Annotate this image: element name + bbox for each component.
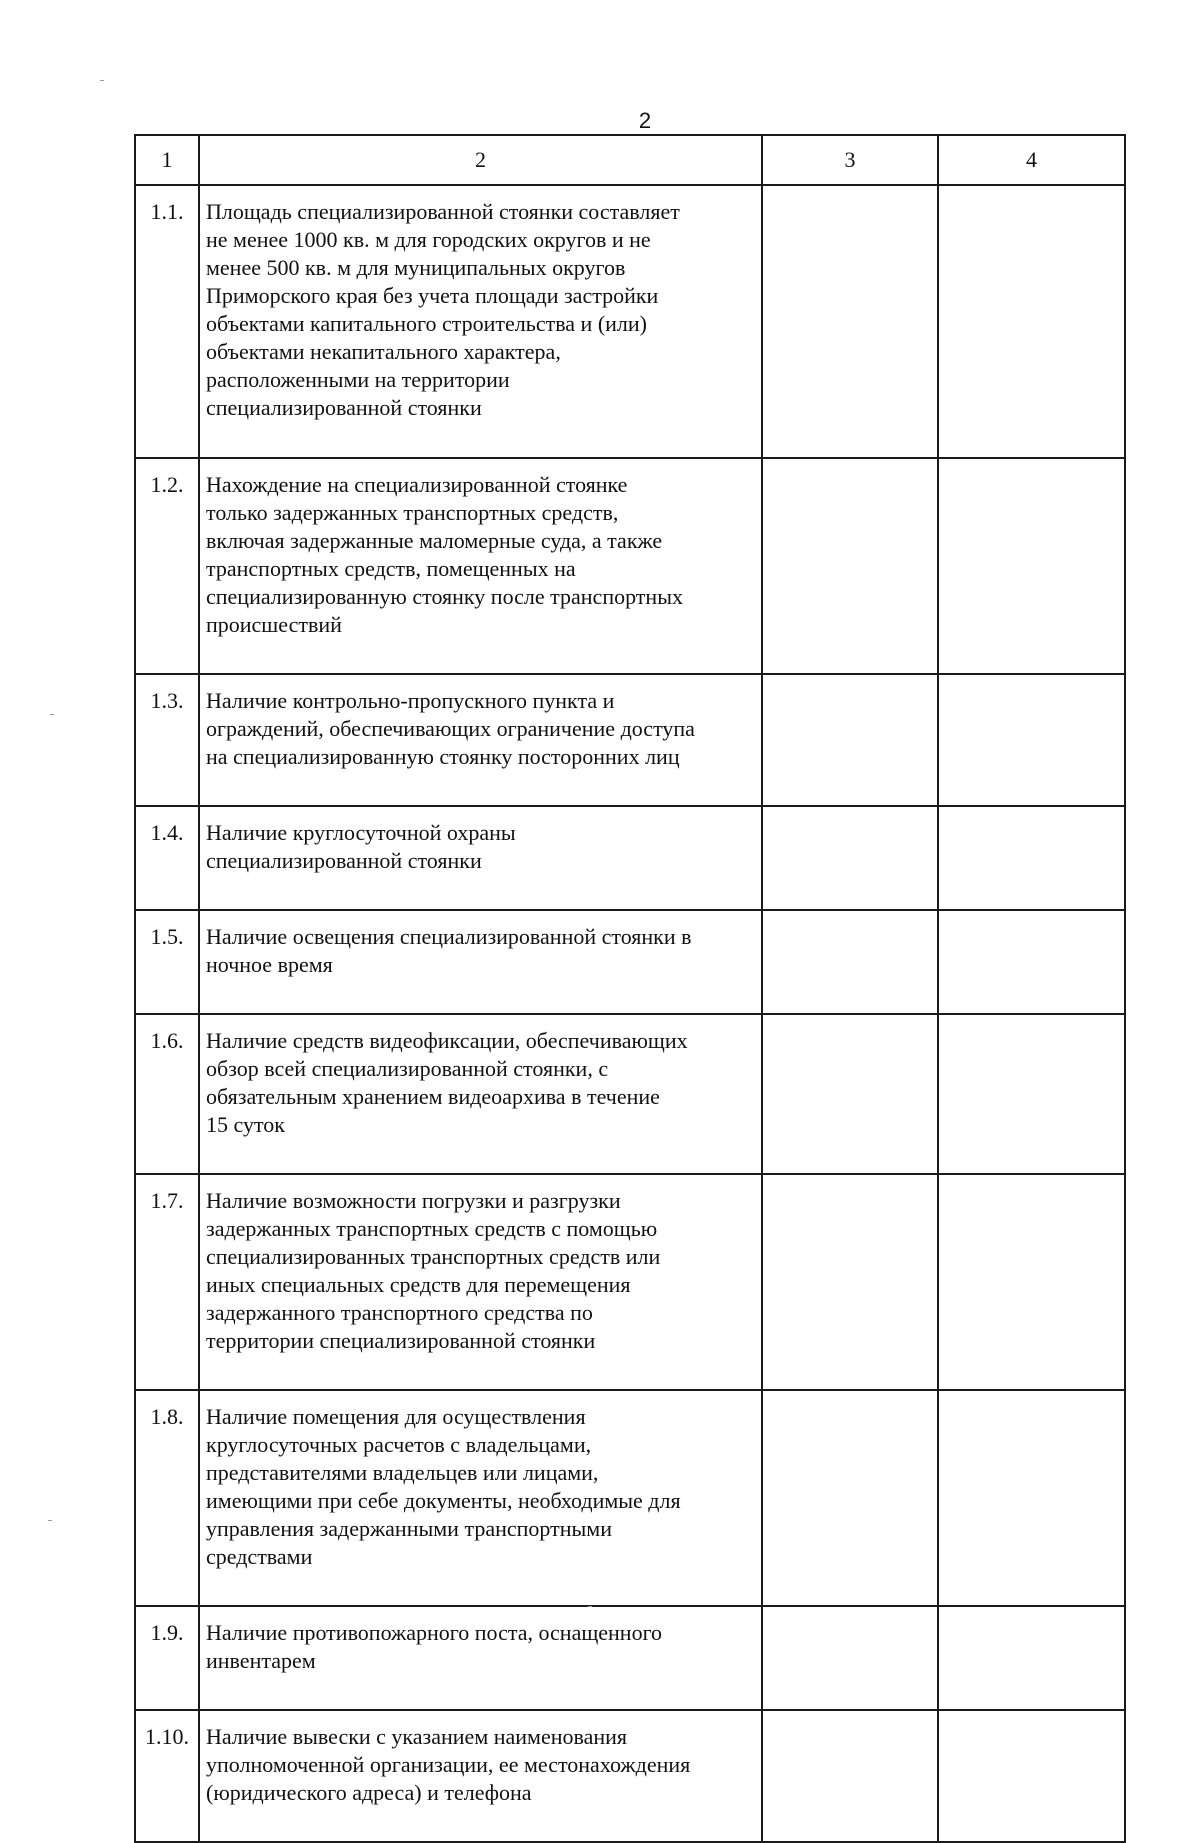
table-row [135, 1390, 1125, 1606]
text-line: иных специальных средств для перемещения [206, 1272, 631, 1297]
requirement-text [199, 1606, 762, 1710]
table-row [135, 1014, 1125, 1174]
column-4-cell [938, 1014, 1125, 1174]
table-row [135, 674, 1125, 806]
text-line: Приморского края без учета площади застройки [206, 283, 659, 308]
column-3-cell [762, 910, 938, 1014]
text-line: круглосуточных расчетов с владельцами, [206, 1432, 592, 1457]
table-header-row [135, 135, 1125, 185]
text-line: (юридического адреса) и телефона [206, 1780, 532, 1805]
requirement-text [199, 1710, 762, 1842]
text-line: уполномоченной организации, ее местонахождения [206, 1752, 691, 1777]
text-line: ночное время [206, 952, 333, 977]
column-3-cell [762, 1174, 938, 1390]
requirement-text [199, 1174, 762, 1390]
column-3-cell [762, 806, 938, 910]
text-line: обязательным хранением видеоархива в течение [206, 1084, 660, 1109]
text-line: Наличие противопожарного поста, оснащенного [206, 1620, 663, 1645]
text-line: Наличие средств видеофиксации, обеспечивающих [206, 1028, 688, 1053]
requirement-text [199, 674, 762, 806]
column-4-cell [938, 806, 1125, 910]
text-line: происшествий [206, 612, 342, 637]
text-line: специализированной стоянки [206, 395, 482, 420]
text-line: задержанного транспортного средства по [206, 1300, 593, 1325]
column-4-cell [938, 674, 1125, 806]
row-number: 1.1. [135, 185, 199, 458]
table-row [135, 185, 1125, 458]
scan-speck [50, 714, 54, 715]
row-number: 1.8. [135, 1390, 199, 1606]
text-line: специализированную стоянку после транспортных [206, 584, 683, 609]
text-line: средствами [206, 1544, 313, 1569]
page-number: 2 [638, 108, 652, 133]
column-3-cell [762, 185, 938, 458]
text-line: имеющими при себе документы, необходимые для [206, 1488, 681, 1513]
requirements-table [134, 134, 1126, 1843]
requirement-text [199, 806, 762, 910]
scan-speck [48, 1520, 52, 1521]
column-3-cell [762, 1606, 938, 1710]
column-3-cell [762, 674, 938, 806]
text-line: только задержанных транспортных средств, [206, 500, 619, 525]
text-line: объектами капитального строительства и (или) [206, 311, 648, 336]
text-line: Наличие возможности погрузки и разгрузки [206, 1188, 621, 1213]
requirement-text [199, 458, 762, 674]
column-4-cell [938, 1390, 1125, 1606]
table-row [135, 1174, 1125, 1390]
column-3-cell [762, 458, 938, 674]
scan-speck [588, 1606, 592, 1607]
table-row [135, 910, 1125, 1014]
column-4-cell [938, 1174, 1125, 1390]
text-line: расположенными на территории [206, 367, 510, 392]
column-4-cell [938, 185, 1125, 458]
header-cell-4: 4 [938, 135, 1125, 185]
row-number: 1.4. [135, 806, 199, 910]
column-3-cell [762, 1014, 938, 1174]
header-cell-2: 2 [199, 135, 762, 185]
text-line: Наличие вывески с указанием наименования [206, 1724, 628, 1749]
table-row [135, 1710, 1125, 1842]
header-cell-1: 1 [135, 135, 199, 185]
text-line: на специализированную стоянку посторонних лиц [206, 744, 680, 769]
text-line: ограждений, обеспечивающих ограничение доступа [206, 716, 695, 741]
text-line: Наличие освещения специализированной стоянки в [206, 924, 692, 949]
row-number: 1.6. [135, 1014, 199, 1174]
table-row [135, 1606, 1125, 1710]
requirement-text [199, 910, 762, 1014]
scan-speck [100, 80, 104, 81]
text-line: Наличие круглосуточной охраны [206, 820, 516, 845]
column-3-cell [762, 1390, 938, 1606]
text-line: представителями владельцев или лицами, [206, 1460, 599, 1485]
header-cell-3: 3 [762, 135, 938, 185]
row-number: 1.3. [135, 674, 199, 806]
table-row [135, 806, 1125, 910]
column-4-cell [938, 1710, 1125, 1842]
text-line: менее 500 кв. м для муниципальных округов [206, 255, 626, 280]
text-line: не менее 1000 кв. м для городских округов и не [206, 227, 651, 252]
text-line: управления задержанными транспортными [206, 1516, 612, 1541]
text-line: задержанных транспортных средств с помощью [206, 1216, 658, 1241]
row-number: 1.9. [135, 1606, 199, 1710]
text-line: Нахождение на специализированной стоянке [206, 472, 628, 497]
row-number: 1.7. [135, 1174, 199, 1390]
text-line: транспортных средств, помещенных на [206, 556, 576, 581]
text-line: специализированных транспортных средств или [206, 1244, 661, 1269]
row-number: 1.2. [135, 458, 199, 674]
text-line: 15 суток [206, 1112, 285, 1137]
row-number: 1.5. [135, 910, 199, 1014]
row-number: 1.10. [135, 1710, 199, 1842]
column-3-cell [762, 1710, 938, 1842]
text-line: Наличие помещения для осуществления [206, 1404, 586, 1429]
text-line: включая задержанные маломерные суда, а также [206, 528, 663, 553]
column-4-cell [938, 1606, 1125, 1710]
column-4-cell [938, 458, 1125, 674]
text-line: территории специализированной стоянки [206, 1328, 596, 1353]
table-row [135, 458, 1125, 674]
text-line: объектами некапитального характера, [206, 339, 561, 364]
text-line: Площадь специализированной стоянки составляет [206, 199, 680, 224]
text-line: специализированной стоянки [206, 848, 482, 873]
requirement-text [199, 185, 762, 458]
requirement-text [199, 1390, 762, 1606]
column-4-cell [938, 910, 1125, 1014]
text-line: обзор всей специализированной стоянки, с [206, 1056, 609, 1081]
text-line: инвентарем [206, 1648, 316, 1673]
text-line: Наличие контрольно-пропускного пункта и [206, 688, 615, 713]
requirement-text [199, 1014, 762, 1174]
